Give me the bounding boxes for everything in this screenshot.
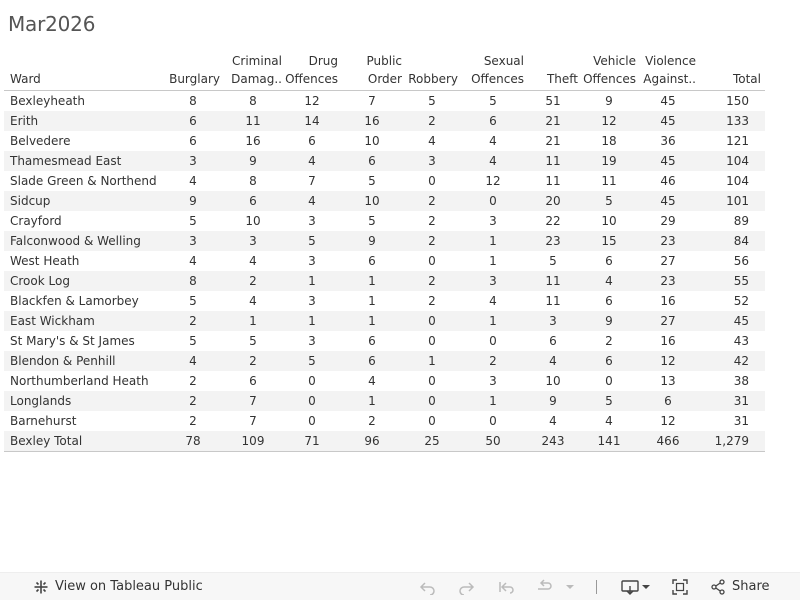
cell-total[interactable]: 43 bbox=[698, 331, 765, 351]
cell-criminal-damage[interactable]: 2 bbox=[222, 271, 284, 291]
cell-total[interactable]: 38 bbox=[698, 371, 765, 391]
cell-drug-offences[interactable]: 5 bbox=[284, 231, 340, 251]
cell-vehicle-offences[interactable]: 15 bbox=[580, 231, 638, 251]
cell-criminal-damage[interactable]: 4 bbox=[222, 291, 284, 311]
cell-burglary[interactable]: 2 bbox=[164, 311, 222, 331]
cell-public-order[interactable]: 9 bbox=[340, 231, 404, 251]
cell-robbery[interactable]: 2 bbox=[404, 291, 460, 311]
cell-total[interactable]: 150 bbox=[698, 91, 765, 112]
cell-ward[interactable]: Blendon & Penhill bbox=[4, 351, 164, 371]
cell-robbery[interactable]: 0 bbox=[404, 371, 460, 391]
tableau-logo-icon bbox=[33, 579, 49, 595]
view-on-tableau-public-label: View on Tableau Public bbox=[55, 579, 203, 594]
table-row[interactable] bbox=[4, 151, 765, 171]
cell-total[interactable]: 55 bbox=[698, 271, 765, 291]
cell-sexual-offences[interactable]: 1 bbox=[460, 251, 526, 271]
cell-public-order[interactable]: 6 bbox=[340, 351, 404, 371]
cell-drug-offences[interactable]: 7 bbox=[284, 171, 340, 191]
cell-drug-offences[interactable]: 0 bbox=[284, 371, 340, 391]
cell-total[interactable]: 121 bbox=[698, 131, 765, 151]
table-row[interactable] bbox=[4, 91, 765, 112]
cell-public-order[interactable]: 1 bbox=[340, 271, 404, 291]
cell-ward[interactable]: Bexley Total bbox=[4, 431, 164, 452]
cell-violence-against[interactable]: 13 bbox=[638, 371, 698, 391]
table-row[interactable] bbox=[4, 271, 765, 291]
cell-ward[interactable]: Blackfen & Lamorbey bbox=[4, 291, 164, 311]
cell-theft[interactable]: 4 bbox=[526, 411, 580, 431]
cell-criminal-damage[interactable]: 16 bbox=[222, 131, 284, 151]
cell-ward[interactable]: West Heath bbox=[4, 251, 164, 271]
cell-vehicle-offences[interactable]: 5 bbox=[580, 191, 638, 211]
cell-theft[interactable]: 11 bbox=[526, 151, 580, 171]
cell-vehicle-offences[interactable]: 11 bbox=[580, 171, 638, 191]
download-icon bbox=[621, 579, 651, 595]
cell-ward[interactable]: Falconwood & Welling bbox=[4, 231, 164, 251]
cell-burglary[interactable]: 2 bbox=[164, 411, 222, 431]
table-row[interactable] bbox=[4, 251, 765, 271]
cell-drug-offences[interactable]: 4 bbox=[284, 151, 340, 171]
cell-burglary[interactable]: 6 bbox=[164, 131, 222, 151]
cell-public-order[interactable]: 7 bbox=[340, 91, 404, 112]
cell-violence-against[interactable]: 36 bbox=[638, 131, 698, 151]
cell-theft[interactable]: 243 bbox=[526, 431, 580, 452]
cell-drug-offences[interactable]: 71 bbox=[284, 431, 340, 452]
cell-violence-against[interactable]: 45 bbox=[638, 91, 698, 112]
cell-violence-against[interactable]: 45 bbox=[638, 111, 698, 131]
cell-ward[interactable]: Belvedere bbox=[4, 131, 164, 151]
cell-theft[interactable]: 6 bbox=[526, 331, 580, 351]
cell-total[interactable]: 42 bbox=[698, 351, 765, 371]
cell-vehicle-offences[interactable]: 141 bbox=[580, 431, 638, 452]
cell-burglary[interactable]: 4 bbox=[164, 351, 222, 371]
cell-violence-against[interactable]: 23 bbox=[638, 231, 698, 251]
cell-sexual-offences[interactable]: 4 bbox=[460, 151, 526, 171]
cell-public-order[interactable]: 6 bbox=[340, 251, 404, 271]
cell-public-order[interactable]: 6 bbox=[340, 151, 404, 171]
cell-criminal-damage[interactable]: 8 bbox=[222, 91, 284, 112]
cell-total[interactable]: 52 bbox=[698, 291, 765, 311]
cell-criminal-damage[interactable]: 4 bbox=[222, 251, 284, 271]
cell-robbery[interactable]: 0 bbox=[404, 171, 460, 191]
cell-robbery[interactable]: 25 bbox=[404, 431, 460, 452]
refresh-button[interactable] bbox=[535, 573, 553, 600]
cell-theft[interactable]: 9 bbox=[526, 391, 580, 411]
cell-vehicle-offences[interactable]: 4 bbox=[580, 271, 638, 291]
cell-robbery[interactable]: 0 bbox=[404, 391, 460, 411]
cell-sexual-offences[interactable]: 1 bbox=[460, 231, 526, 251]
cell-robbery[interactable]: 2 bbox=[404, 271, 460, 291]
cell-violence-against[interactable]: 27 bbox=[638, 251, 698, 271]
cell-criminal-damage[interactable]: 2 bbox=[222, 351, 284, 371]
cell-total[interactable]: 104 bbox=[698, 171, 765, 191]
table-row[interactable] bbox=[4, 231, 765, 251]
share-icon bbox=[710, 579, 726, 595]
cell-total[interactable]: 89 bbox=[698, 211, 765, 231]
cell-theft[interactable]: 3 bbox=[526, 311, 580, 331]
undo-icon bbox=[419, 579, 437, 595]
cell-ward[interactable]: Sidcup bbox=[4, 191, 164, 211]
cell-robbery[interactable]: 2 bbox=[404, 211, 460, 231]
revert-icon bbox=[498, 579, 516, 595]
cell-theft[interactable]: 21 bbox=[526, 131, 580, 151]
cell-theft[interactable]: 11 bbox=[526, 291, 580, 311]
cell-drug-offences[interactable]: 1 bbox=[284, 311, 340, 331]
cell-drug-offences[interactable]: 0 bbox=[284, 391, 340, 411]
cell-public-order[interactable]: 1 bbox=[340, 311, 404, 331]
cell-violence-against[interactable]: 16 bbox=[638, 331, 698, 351]
cell-burglary[interactable]: 3 bbox=[164, 231, 222, 251]
crosstab-table bbox=[4, 52, 765, 452]
cell-vehicle-offences[interactable]: 12 bbox=[580, 111, 638, 131]
tableau-toolbar bbox=[0, 572, 800, 600]
cell-burglary[interactable]: 4 bbox=[164, 251, 222, 271]
cell-violence-against[interactable]: 45 bbox=[638, 191, 698, 211]
cell-vehicle-offences[interactable]: 18 bbox=[580, 131, 638, 151]
cell-drug-offences[interactable]: 4 bbox=[284, 191, 340, 211]
cell-ward[interactable]: Thamesmead East bbox=[4, 151, 164, 171]
cell-burglary[interactable]: 2 bbox=[164, 371, 222, 391]
cell-public-order[interactable]: 10 bbox=[340, 191, 404, 211]
cell-violence-against[interactable]: 16 bbox=[638, 291, 698, 311]
column-header-robbery[interactable]: Robbery bbox=[408, 72, 458, 86]
cell-sexual-offences[interactable]: 3 bbox=[460, 271, 526, 291]
cell-ward[interactable]: East Wickham bbox=[4, 311, 164, 331]
cell-total[interactable]: 31 bbox=[698, 411, 765, 431]
cell-total[interactable]: 45 bbox=[698, 311, 765, 331]
cell-drug-offences[interactable]: 3 bbox=[284, 331, 340, 351]
cell-burglary[interactable]: 4 bbox=[164, 171, 222, 191]
cell-robbery[interactable]: 2 bbox=[404, 191, 460, 211]
cell-drug-offences[interactable]: 14 bbox=[284, 111, 340, 131]
cell-criminal-damage[interactable]: 11 bbox=[222, 111, 284, 131]
cell-vehicle-offences[interactable]: 2 bbox=[580, 331, 638, 351]
column-header-theft[interactable]: Theft bbox=[546, 72, 578, 86]
cell-sexual-offences[interactable]: 0 bbox=[460, 411, 526, 431]
grand-total-row[interactable] bbox=[4, 431, 765, 452]
column-header-total[interactable]: Total bbox=[732, 72, 761, 86]
cell-criminal-damage[interactable]: 1 bbox=[222, 311, 284, 331]
fullscreen-button[interactable] bbox=[672, 573, 688, 600]
cell-criminal-damage[interactable]: 7 bbox=[222, 411, 284, 431]
cell-theft[interactable]: 11 bbox=[526, 171, 580, 191]
cell-vehicle-offences[interactable]: 19 bbox=[580, 151, 638, 171]
cell-criminal-damage[interactable]: 10 bbox=[222, 211, 284, 231]
toolbar-divider bbox=[596, 580, 597, 594]
cell-ward[interactable]: Erith bbox=[4, 111, 164, 131]
cell-robbery[interactable]: 3 bbox=[404, 151, 460, 171]
cell-robbery[interactable]: 2 bbox=[404, 111, 460, 131]
cell-drug-offences[interactable]: 3 bbox=[284, 291, 340, 311]
cell-vehicle-offences[interactable]: 10 bbox=[580, 211, 638, 231]
cell-ward[interactable]: St Mary's & St James bbox=[4, 331, 164, 351]
cell-public-order[interactable]: 2 bbox=[340, 411, 404, 431]
view-on-tableau-public-link[interactable] bbox=[33, 573, 203, 600]
cell-theft[interactable]: 51 bbox=[526, 91, 580, 112]
cell-violence-against[interactable]: 29 bbox=[638, 211, 698, 231]
cell-criminal-damage[interactable]: 5 bbox=[222, 331, 284, 351]
column-header-drug-offences[interactable]: Drug Offences bbox=[285, 54, 338, 86]
cell-theft[interactable]: 23 bbox=[526, 231, 580, 251]
refresh-icon bbox=[535, 579, 553, 595]
table-row[interactable] bbox=[4, 131, 765, 151]
table-row[interactable] bbox=[4, 391, 765, 411]
column-header-burglary[interactable]: Burglary bbox=[169, 72, 220, 86]
cell-burglary[interactable]: 5 bbox=[164, 331, 222, 351]
cell-ward[interactable]: Barnehurst bbox=[4, 411, 164, 431]
cell-drug-offences[interactable]: 1 bbox=[284, 271, 340, 291]
cell-vehicle-offences[interactable]: 6 bbox=[580, 351, 638, 371]
cell-vehicle-offences[interactable]: 4 bbox=[580, 411, 638, 431]
cell-ward[interactable]: Northumberland Heath bbox=[4, 371, 164, 391]
cell-burglary[interactable]: 2 bbox=[164, 391, 222, 411]
cell-violence-against[interactable]: 46 bbox=[638, 171, 698, 191]
download-button[interactable] bbox=[621, 573, 651, 600]
cell-sexual-offences[interactable]: 2 bbox=[460, 351, 526, 371]
cell-burglary[interactable]: 8 bbox=[164, 91, 222, 112]
cell-public-order[interactable]: 1 bbox=[340, 291, 404, 311]
pause-dropdown-icon bbox=[565, 583, 575, 591]
cell-sexual-offences[interactable]: 12 bbox=[460, 171, 526, 191]
cell-total[interactable]: 1,279 bbox=[698, 431, 765, 452]
cell-ward[interactable]: Longlands bbox=[4, 391, 164, 411]
table-row[interactable] bbox=[4, 171, 765, 191]
cell-burglary[interactable]: 3 bbox=[164, 151, 222, 171]
cell-ward[interactable]: Bexleyheath bbox=[4, 91, 164, 112]
table-row[interactable] bbox=[4, 411, 765, 431]
cell-sexual-offences[interactable]: 50 bbox=[460, 431, 526, 452]
table-row[interactable] bbox=[4, 331, 765, 351]
cell-public-order[interactable]: 10 bbox=[340, 131, 404, 151]
cell-burglary[interactable]: 9 bbox=[164, 191, 222, 211]
column-header-sexual-offences[interactable]: Sexual Offences bbox=[471, 54, 524, 86]
cell-public-order[interactable]: 5 bbox=[340, 171, 404, 191]
column-header-criminal-damage[interactable]: Criminal Damag.. bbox=[231, 54, 282, 86]
cell-criminal-damage[interactable]: 109 bbox=[222, 431, 284, 452]
cell-public-order[interactable]: 96 bbox=[340, 431, 404, 452]
cell-sexual-offences[interactable]: 6 bbox=[460, 111, 526, 131]
cell-violence-against[interactable]: 45 bbox=[638, 151, 698, 171]
cell-theft[interactable]: 5 bbox=[526, 251, 580, 271]
cell-criminal-damage[interactable]: 3 bbox=[222, 231, 284, 251]
cell-total[interactable]: 31 bbox=[698, 391, 765, 411]
column-header-violence-against[interactable]: Violence Against.. bbox=[643, 54, 696, 86]
cell-sexual-offences[interactable]: 4 bbox=[460, 131, 526, 151]
cell-vehicle-offences[interactable]: 6 bbox=[580, 291, 638, 311]
redo-button[interactable] bbox=[457, 573, 475, 600]
cell-robbery[interactable]: 4 bbox=[404, 131, 460, 151]
cell-burglary[interactable]: 8 bbox=[164, 271, 222, 291]
cell-ward[interactable]: Crook Log bbox=[4, 271, 164, 291]
pause-dropdown-button[interactable] bbox=[565, 573, 575, 600]
share-button[interactable] bbox=[710, 573, 770, 600]
cell-sexual-offences[interactable]: 1 bbox=[460, 311, 526, 331]
cell-total[interactable]: 133 bbox=[698, 111, 765, 131]
cell-burglary[interactable]: 78 bbox=[164, 431, 222, 452]
cell-criminal-damage[interactable]: 8 bbox=[222, 171, 284, 191]
cell-sexual-offences[interactable]: 3 bbox=[460, 211, 526, 231]
cell-drug-offences[interactable]: 0 bbox=[284, 411, 340, 431]
cell-theft[interactable]: 10 bbox=[526, 371, 580, 391]
cell-sexual-offences[interactable]: 4 bbox=[460, 291, 526, 311]
cell-burglary[interactable]: 6 bbox=[164, 111, 222, 131]
table-row[interactable] bbox=[4, 191, 765, 211]
table-row[interactable] bbox=[4, 211, 765, 231]
cell-criminal-damage[interactable]: 9 bbox=[222, 151, 284, 171]
cell-robbery[interactable]: 0 bbox=[404, 251, 460, 271]
cell-public-order[interactable]: 6 bbox=[340, 331, 404, 351]
cell-sexual-offences[interactable]: 0 bbox=[460, 191, 526, 211]
cell-violence-against[interactable]: 27 bbox=[638, 311, 698, 331]
cell-violence-against[interactable]: 23 bbox=[638, 271, 698, 291]
table-row[interactable] bbox=[4, 291, 765, 311]
column-header-public-order[interactable]: Public Order bbox=[366, 54, 402, 86]
cell-drug-offences[interactable]: 6 bbox=[284, 131, 340, 151]
share-label: Share bbox=[732, 579, 770, 594]
cell-vehicle-offences[interactable]: 9 bbox=[580, 311, 638, 331]
cell-drug-offences[interactable]: 3 bbox=[284, 211, 340, 231]
cell-theft[interactable]: 4 bbox=[526, 351, 580, 371]
cell-drug-offences[interactable]: 3 bbox=[284, 251, 340, 271]
cell-sexual-offences[interactable]: 1 bbox=[460, 391, 526, 411]
cell-burglary[interactable]: 5 bbox=[164, 291, 222, 311]
cell-robbery[interactable]: 0 bbox=[404, 411, 460, 431]
cell-robbery[interactable]: 0 bbox=[404, 331, 460, 351]
cell-total[interactable]: 104 bbox=[698, 151, 765, 171]
cell-ward[interactable]: Crayford bbox=[4, 211, 164, 231]
cell-robbery[interactable]: 5 bbox=[404, 91, 460, 112]
cell-robbery[interactable]: 1 bbox=[404, 351, 460, 371]
revert-button[interactable] bbox=[498, 573, 516, 600]
cell-public-order[interactable]: 16 bbox=[340, 111, 404, 131]
cell-vehicle-offences[interactable]: 9 bbox=[580, 91, 638, 112]
cell-burglary[interactable]: 5 bbox=[164, 211, 222, 231]
table-row[interactable] bbox=[4, 371, 765, 391]
cell-criminal-damage[interactable]: 6 bbox=[222, 371, 284, 391]
table-body bbox=[4, 91, 765, 452]
page-title: Mar2026 bbox=[8, 12, 96, 36]
cell-theft[interactable]: 22 bbox=[526, 211, 580, 231]
cell-total[interactable]: 84 bbox=[698, 231, 765, 251]
cell-violence-against[interactable]: 466 bbox=[638, 431, 698, 452]
cell-theft[interactable]: 11 bbox=[526, 271, 580, 291]
cell-vehicle-offences[interactable]: 0 bbox=[580, 371, 638, 391]
cell-public-order[interactable]: 1 bbox=[340, 391, 404, 411]
cell-criminal-damage[interactable]: 6 bbox=[222, 191, 284, 211]
cell-drug-offences[interactable]: 5 bbox=[284, 351, 340, 371]
cell-violence-against[interactable]: 12 bbox=[638, 351, 698, 371]
table-row[interactable] bbox=[4, 111, 765, 131]
undo-button[interactable] bbox=[419, 573, 437, 600]
cell-theft[interactable]: 21 bbox=[526, 111, 580, 131]
header-row bbox=[4, 52, 765, 91]
fullscreen-icon bbox=[672, 579, 688, 595]
column-header-ward[interactable]: Ward bbox=[10, 72, 41, 86]
table-row[interactable] bbox=[4, 311, 765, 331]
cell-robbery[interactable]: 0 bbox=[404, 311, 460, 331]
cell-vehicle-offences[interactable]: 6 bbox=[580, 251, 638, 271]
cell-robbery[interactable]: 2 bbox=[404, 231, 460, 251]
cell-violence-against[interactable]: 12 bbox=[638, 411, 698, 431]
cell-theft[interactable]: 20 bbox=[526, 191, 580, 211]
cell-sexual-offences[interactable]: 0 bbox=[460, 331, 526, 351]
cell-total[interactable]: 56 bbox=[698, 251, 765, 271]
cell-ward[interactable]: Slade Green & Northend bbox=[4, 171, 164, 191]
cell-drug-offences[interactable]: 12 bbox=[284, 91, 340, 112]
cell-sexual-offences[interactable]: 5 bbox=[460, 91, 526, 112]
cell-total[interactable]: 101 bbox=[698, 191, 765, 211]
cell-sexual-offences[interactable]: 3 bbox=[460, 371, 526, 391]
column-header-vehicle-offences[interactable]: Vehicle Offences bbox=[583, 54, 636, 86]
table-row[interactable] bbox=[4, 351, 765, 371]
cell-vehicle-offences[interactable]: 5 bbox=[580, 391, 638, 411]
cell-criminal-damage[interactable]: 7 bbox=[222, 391, 284, 411]
cell-violence-against[interactable]: 6 bbox=[638, 391, 698, 411]
redo-icon bbox=[457, 579, 475, 595]
cell-public-order[interactable]: 5 bbox=[340, 211, 404, 231]
cell-public-order[interactable]: 4 bbox=[340, 371, 404, 391]
